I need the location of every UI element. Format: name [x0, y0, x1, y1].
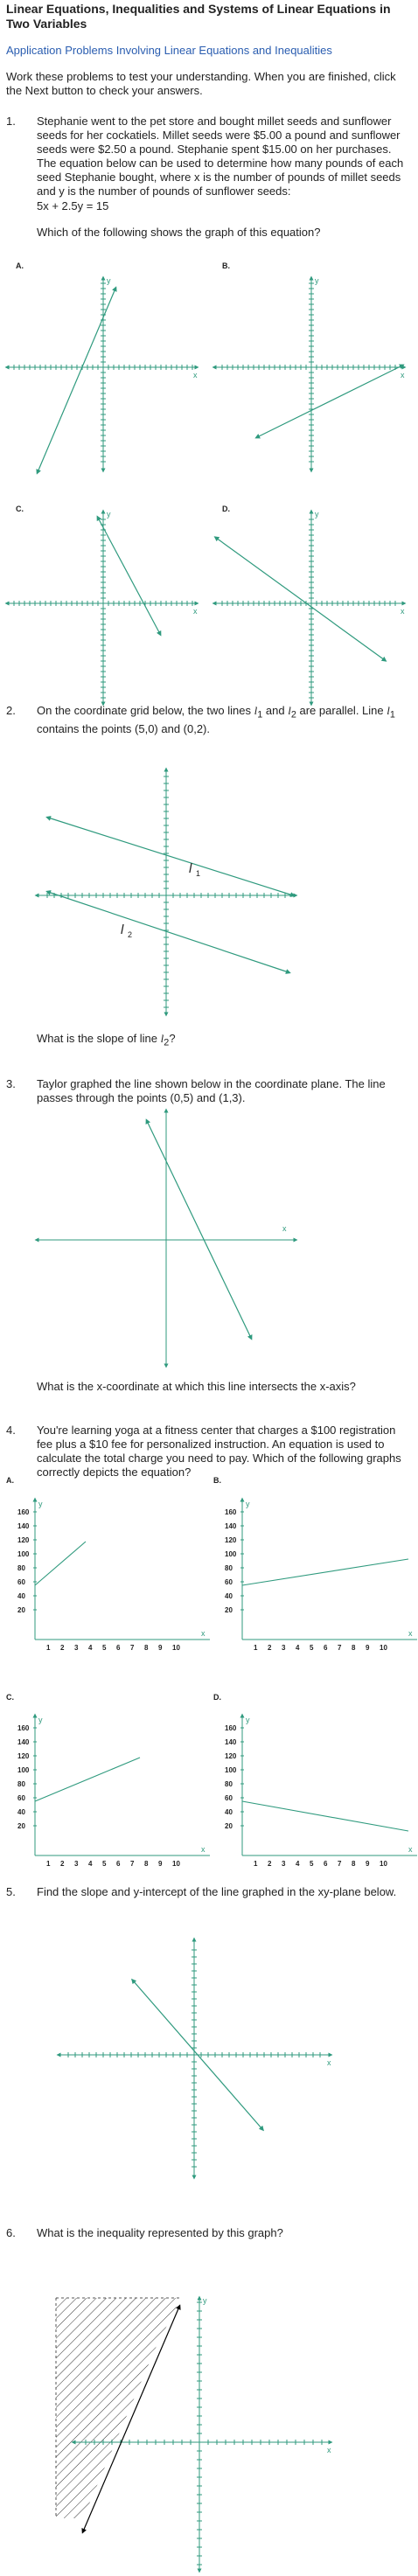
question-number: 6. — [6, 2226, 16, 2239]
q4-option-c-y-tick: 160 — [17, 1724, 30, 1732]
question-number: 3. — [6, 1077, 16, 1090]
q4-option-b-label: B. — [213, 1476, 221, 1485]
q4-option-c-y-tick: 20 — [17, 1822, 25, 1830]
q4-option-a-y-tick: 160 — [17, 1508, 30, 1516]
q4-option-d-y-tick: 60 — [225, 1794, 233, 1802]
q4-option-d-x-tick: 2 — [268, 1860, 272, 1868]
q4-option-b-x-label: x — [408, 1629, 413, 1638]
question-prompt: Which of the following shows the graph of this equation? — [37, 226, 321, 239]
q4-option-d-x-tick: 6 — [324, 1860, 328, 1868]
q6-shaded-region — [56, 2298, 181, 2518]
q4-option-d-y-tick: 20 — [225, 1822, 233, 1830]
q4-option-a-x-tick: 6 — [116, 1644, 121, 1652]
q4-option-d-x-tick: 1 — [254, 1860, 258, 1868]
q1-option-b-x-label: x — [401, 371, 405, 379]
option-c-label: C. — [16, 505, 24, 513]
q4-option-c-label: C. — [6, 1693, 14, 1702]
question-text: What is the inequality represented by this graph? — [37, 2226, 283, 2239]
q4-option-d-y-tick: 100 — [225, 1766, 237, 1774]
q4-option-c-x-tick: 6 — [116, 1860, 121, 1868]
q4-option-a-y-tick: 100 — [17, 1550, 30, 1558]
question-number: 4. — [6, 1424, 16, 1437]
q4-option-c-x-tick: 5 — [102, 1860, 107, 1868]
q2-label-l1: l — [189, 861, 192, 876]
q4-option-d-x-tick: 5 — [310, 1860, 314, 1868]
option-b-label: B. — [222, 261, 230, 270]
q3-x-label: x — [282, 1224, 287, 1233]
q4-option-b-y-tick: 140 — [225, 1522, 237, 1530]
q2-line-l2 — [48, 892, 289, 972]
q4-option-b-x-tick: 1 — [254, 1644, 258, 1652]
q4-option-b-x-tick: 2 — [268, 1644, 272, 1652]
q4-option-a-x-tick: 4 — [88, 1644, 93, 1652]
question-text: On the coordinate grid below, the two lines $l_1$ and $l_2$ are parallel. Line $l_1$ contains the points (5,0) and (0,2). — [37, 704, 395, 735]
q4-option-c-x-tick: 2 — [60, 1860, 65, 1868]
q5-x-label: x — [327, 2058, 331, 2067]
q1-option-c-x-label: x — [193, 607, 198, 616]
q4-option-c-y-tick: 100 — [17, 1766, 30, 1774]
q4-option-c-x-label: x — [201, 1845, 206, 1854]
q4-option-a-y-tick: 120 — [17, 1536, 30, 1544]
q4-option-d-y-tick: 40 — [225, 1808, 233, 1816]
option-d-label: D. — [222, 505, 230, 513]
q4-option-d-y-label: y — [246, 1716, 250, 1724]
q4-option-a-x-tick: 1 — [46, 1644, 51, 1652]
equation: 5x + 2.5y = 15 — [37, 199, 109, 212]
option-a-label: A. — [16, 261, 24, 270]
q4-option-a-y-label: y — [38, 1500, 43, 1508]
q4-option-d-x-tick: 3 — [282, 1860, 286, 1868]
q4-option-d-y-tick: 140 — [225, 1738, 237, 1746]
q4-option-a-x-tick: 2 — [60, 1644, 65, 1652]
q4-option-a-label: A. — [6, 1476, 14, 1485]
q1-option-d-line — [216, 538, 385, 660]
q4-option-b-y-label: y — [246, 1500, 250, 1508]
q4-option-b-x-tick: 9 — [366, 1644, 370, 1652]
q4-option-d-y-tick: 120 — [225, 1752, 237, 1760]
q4-option-a-y-tick: 80 — [17, 1564, 25, 1572]
q3-line — [147, 1121, 251, 1338]
q1-option-a-line — [38, 289, 115, 472]
q4-option-b-y-tick: 160 — [225, 1508, 237, 1516]
q4-option-b-line — [242, 1559, 408, 1585]
question-prompt: What is the slope of line $l_2$? — [37, 1032, 176, 1048]
q4-option-c-x-tick: 9 — [158, 1860, 163, 1868]
q1-option-a-y-label: y — [107, 276, 111, 285]
q4-option-a-y-tick: 40 — [17, 1592, 25, 1600]
q4-option-b-y-tick: 20 — [225, 1606, 233, 1614]
q2-label-l1-sub: 1 — [196, 869, 201, 878]
q4-option-a-x-tick: 5 — [102, 1644, 107, 1652]
q4-option-c-x-tick: 10 — [172, 1860, 180, 1868]
question-number: 1. — [6, 115, 16, 128]
q4-option-d-x-tick: 8 — [352, 1860, 356, 1868]
question-text: Taylor graphed the line shown below in the coordinate plane. The line passes through the points (0,5) and (1,3). — [37, 1077, 386, 1104]
q4-option-c-x-tick: 7 — [130, 1860, 135, 1868]
q1-option-c-line — [98, 518, 160, 634]
q4-option-c-x-tick: 4 — [88, 1860, 93, 1868]
q4-option-a-y-tick: 60 — [17, 1578, 25, 1586]
q4-option-b-x-tick: 7 — [338, 1644, 342, 1652]
q4-option-d-x-tick: 4 — [296, 1860, 300, 1868]
question-text: Stephanie went to the pet store and bought millet seeds and sunflower seeds for her cockatiels. Millet seeds were $5.00 a pound and sunflower seeds were $2.50 a pound. Stephanie spent $15.00 on her purchases. The equation below can be used to determine how many pounds of each seed Stephanie bought, where x is the number of pounds of millet seeds and y is the number of pounds of sunflower seeds: — [37, 115, 404, 198]
q4-option-d-label: D. — [213, 1693, 221, 1702]
page-title: Linear Equations, Inequalities and Systems of Linear Equations in Two Variables — [6, 2, 391, 31]
question-text: You're learning yoga at a fitness center that charges a $100 registration fee plus a $10 fee for personalized instruction. An equation is used to calculate the total charge you need to pay. Which of the following graphs correctly depicts the equation? — [37, 1424, 401, 1479]
q4-option-a-y-tick: 140 — [17, 1522, 30, 1530]
q4-option-d-y-tick: 80 — [225, 1780, 233, 1788]
q4-option-a-x-tick: 9 — [158, 1644, 163, 1652]
q1-option-b-line — [257, 366, 402, 437]
q4-option-d-y-tick: 160 — [225, 1724, 237, 1732]
question-number: 5. — [6, 1885, 16, 1898]
q4-option-b-x-tick: 6 — [324, 1644, 328, 1652]
q4-option-c-x-tick: 1 — [46, 1860, 51, 1868]
q1-option-c-y-label: y — [107, 510, 111, 519]
question-prompt: What is the x-coordinate at which this line intersects the x-axis? — [37, 1380, 356, 1393]
q4-option-b-x-tick: 4 — [296, 1644, 300, 1652]
intro-text: Work these problems to test your understanding. When you are finished, click the Next button to check your answers. — [6, 70, 396, 97]
q4-option-c-x-tick: 8 — [144, 1860, 149, 1868]
q6-y-label: y — [203, 2296, 207, 2305]
q4-option-a-line — [35, 1542, 86, 1585]
q4-option-d-x-label: x — [408, 1845, 413, 1854]
q4-option-a-x-tick: 7 — [130, 1644, 135, 1652]
q2-label-l2-sub: 2 — [128, 930, 133, 939]
q4-option-c-y-tick: 120 — [17, 1752, 30, 1760]
section-link[interactable]: Application Problems Involving Linear Equations and Inequalities — [6, 44, 332, 57]
question-text: Find the slope and y-intercept of the line graphed in the xy-plane below. — [37, 1885, 397, 1898]
q4-option-a-x-tick: 10 — [172, 1644, 180, 1652]
q4-option-a-y-tick: 20 — [17, 1606, 25, 1614]
q4-option-d-x-tick: 9 — [366, 1860, 370, 1868]
q1-option-a-x-label: x — [193, 371, 198, 379]
question-number: 2. — [6, 704, 16, 717]
q1-option-b-y-label: y — [315, 276, 319, 285]
q2-label-l2: l — [121, 922, 124, 937]
q4-option-b-x-tick: 8 — [352, 1644, 356, 1652]
q4-option-c-y-tick: 80 — [17, 1780, 25, 1788]
q4-option-c-y-tick: 60 — [17, 1794, 25, 1802]
q4-option-c-y-label: y — [38, 1716, 43, 1724]
q6-x-label: x — [327, 2446, 331, 2454]
q4-option-b-y-tick: 100 — [225, 1550, 237, 1558]
q4-option-c-line — [35, 1758, 140, 1801]
q4-option-c-y-tick: 40 — [17, 1808, 25, 1816]
q4-option-a-x-tick: 8 — [144, 1644, 149, 1652]
q4-option-b-y-tick: 120 — [225, 1536, 237, 1544]
q4-option-c-x-tick: 3 — [74, 1860, 79, 1868]
q1-option-d-x-label: x — [401, 607, 405, 616]
q4-option-a-x-tick: 3 — [74, 1644, 79, 1652]
q4-option-b-y-tick: 60 — [225, 1578, 233, 1586]
q4-option-a-x-label: x — [201, 1629, 206, 1638]
q4-option-d-line — [242, 1801, 408, 1831]
q4-option-b-x-tick: 3 — [282, 1644, 286, 1652]
q4-option-d-x-tick: 7 — [338, 1860, 342, 1868]
q4-option-b-y-tick: 40 — [225, 1592, 233, 1600]
q2-line-l1 — [48, 818, 293, 895]
q4-option-b-x-tick: 10 — [380, 1644, 387, 1652]
q4-option-d-x-tick: 10 — [380, 1860, 387, 1868]
q4-option-b-x-tick: 5 — [310, 1644, 314, 1652]
q4-option-b-y-tick: 80 — [225, 1564, 233, 1572]
q1-option-d-y-label: y — [315, 510, 319, 519]
q4-option-c-y-tick: 140 — [17, 1738, 30, 1746]
